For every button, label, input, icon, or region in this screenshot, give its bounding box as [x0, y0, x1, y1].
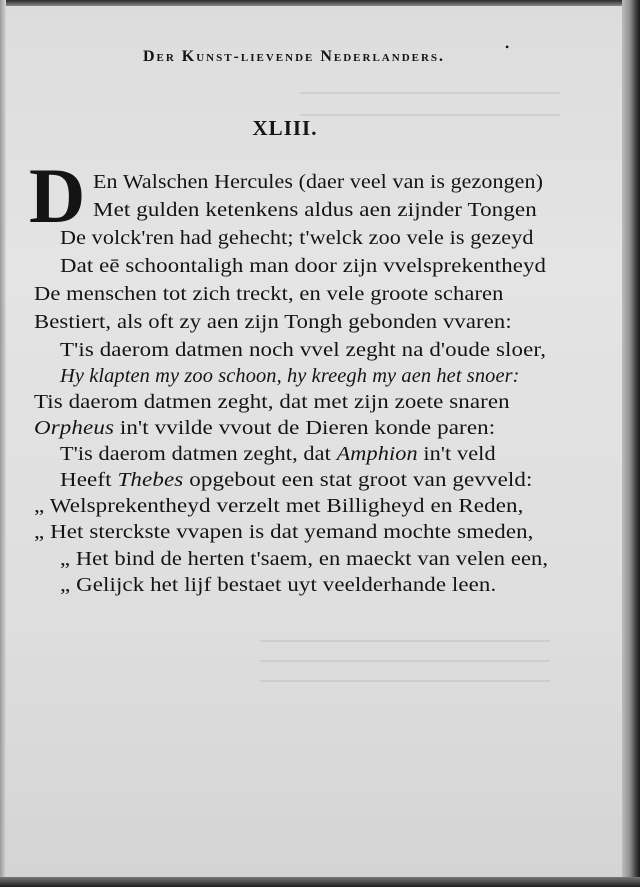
poem-line-text: „ Het sterckste vvapen is dat yemand mochte smeden, — [34, 521, 534, 543]
poem-line-text: „ Gelijck het lijf bestaet uyt veelderhande leen. — [60, 574, 497, 596]
poem-line — [60, 468, 533, 492]
page-top-edge — [0, 0, 640, 6]
page-bottom-edge — [0, 877, 640, 887]
poem-line — [60, 226, 534, 250]
poem-line-text: T'is daerom datmen noch vvel zeght na d'oude sloer, — [60, 339, 547, 361]
poem-line — [93, 170, 543, 194]
poem-line-text: Bestiert, als oft zy aen zijn Tongh gebonden vvaren: — [34, 311, 512, 333]
page-binding-edge — [622, 0, 640, 887]
head-mark: • — [505, 40, 510, 54]
poem-line — [34, 520, 533, 544]
poem-line-text: En Walschen Hercules (daer veel van is gezongen) — [93, 171, 544, 193]
poem-line — [60, 338, 546, 362]
poem-line — [34, 416, 495, 440]
poem-line — [60, 364, 520, 388]
poem-line-italic-text: Orpheus — [34, 417, 115, 439]
poem-line-text: opgebout een stat groot van gevveld: — [183, 469, 533, 491]
poem-line — [34, 390, 510, 414]
poem-line — [60, 573, 496, 597]
drop-cap: D — [29, 152, 86, 239]
poem-line — [34, 282, 503, 306]
poem-line-text: Heeft — [60, 469, 118, 491]
poem-line-text: De volck'ren had gehecht; t'welck zoo vele is gezeyd — [60, 227, 534, 249]
poem-line — [34, 310, 512, 334]
poem-line-text: T'is daerom datmen zeght, dat — [60, 443, 337, 465]
poem-line-text: „ Welsprekentheyd verzelt met Billigheyd en Reden, — [34, 495, 524, 517]
poem-line-italic-text: Thebes — [117, 469, 184, 491]
poem-line-text: in't veld — [417, 443, 496, 465]
poem-line — [93, 198, 537, 222]
page-left-edge — [0, 0, 6, 887]
poem-line — [60, 254, 546, 278]
poem-line — [60, 547, 548, 571]
poem-line-text: in't vvilde vvout de Dieren konde paren: — [114, 417, 496, 439]
poem-line-text: Met gulden ketenkens aldus aen zijnder Tongen — [93, 199, 537, 221]
poem-line-italic-text: Amphion — [336, 443, 418, 465]
poem-line-text: „ Het bind de herten t'saem, en maeckt van velen een, — [60, 548, 549, 570]
poem-number: XLIII. — [252, 116, 318, 140]
poem-line — [60, 442, 496, 466]
poem-line — [34, 494, 524, 518]
poem-line-text: Tis daerom datmen zeght, dat met zijn zoete snaren — [34, 391, 510, 413]
poem-line-italic-text: Hy klapten my zoo schoon, hy kreegh my aen het snoer: — [60, 365, 520, 387]
show-through-texture — [260, 640, 550, 700]
running-head: Der Kunst-lievende Nederlanders. — [142, 48, 446, 65]
poem-line-text: De menschen tot zich treckt, en vele groote scharen — [34, 283, 504, 305]
show-through-texture — [300, 92, 560, 132]
poem-line-text: Dat eē schoontaligh man door zijn vvelsprekentheyd — [60, 255, 547, 277]
